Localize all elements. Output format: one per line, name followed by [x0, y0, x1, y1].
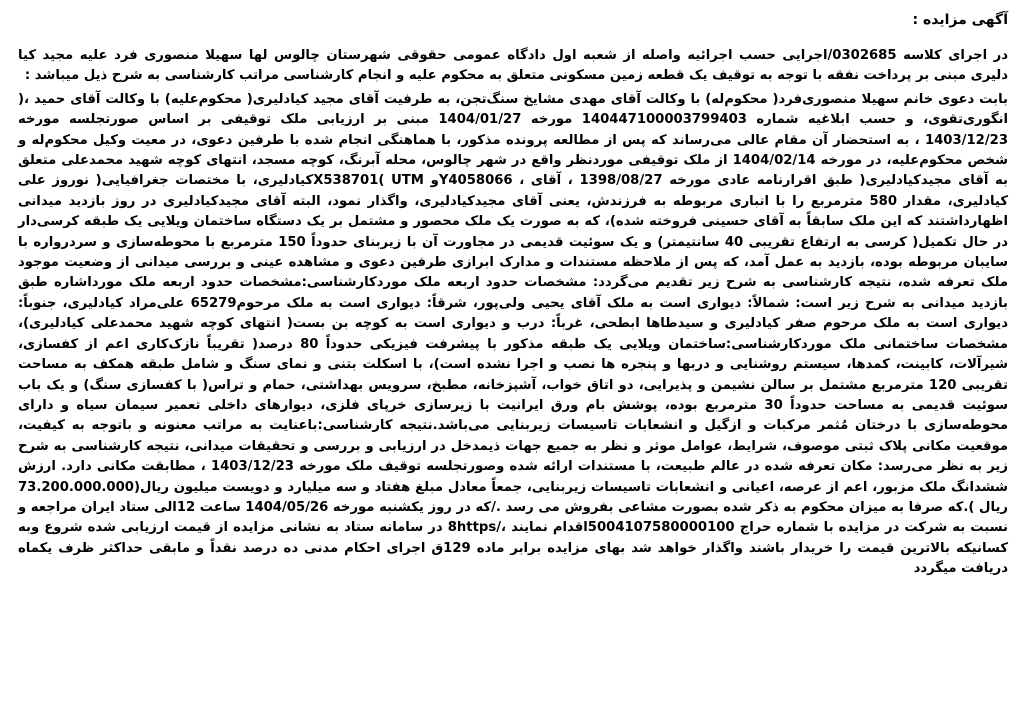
notice-body-paragraph: بابت دعوی خانم سهیلا منصوری‌فرد( محکوم‌له) با وکالت آقای مهدی مشایخ سنگ‌تجن، به طرفیت آقای مجید کیادلیری( محکوم‌علیه) با وکالت آقای حمید ،( انگوری‌تقوی، و حسب ابلاغیه شماره 140447100003799403 مورخه 1404/01/27 مبنی بر ارزیابی ملک توقیفی بر اساس صورتجلسه مورخه 1403/12/23 ، به استحضار آن مقام عالی می‌رساند که پس از مطالعه پرونده مذکور، با هماهنگی انجام شده با طرفین دعوی، در معیت وکیل محکوم‌له و شخص محکوم‌علیه، در مورخه 1404/02/14 از ملک توقیفی موردنظر واقع در شهر چالوس، محله آبرنگ، کوچه مسجد، انتهای کوچه شهید محمدعلی متعلق به آقای مجیدکیادلیری( طبق اقرارنامه عادی مورخه 1398/08/27 ، آقای ، Y4058066و X538701( UTMکیادلیری، با مختصات جغرافیایی( نوروز علی کیادلیری، مقدار 580 مترمربع را با انباری مربوطه به فرزندش، یعنی آقای مجیدکیادلیری، واگذار نمود، البته آقای مجیدکیادلیری در روز بازدید میدانی اظهارداشتند که این ملک سابقاً به آقای حسینی فروخته شده)، که به صورت یک ملک محصور و مشتمل بر یک دستگاه ساختمان ویلایی یک طبقه کرسی‌دار در حال تکمیل( کرسی به ارتفاع تقریبی 40 سانتیمتر) و یک سوئیت قدیمی در مجاورت آن با زیربنای حدوداً 150 مترمربع با محوطه‌سازی و سردرواره با سایبان مربوطه بوده، بازدید به عمل آمد، که پس از ملاحظه مستندات و مدارک ابرازی طرفین دعوی و مشاهده عینی و بررسی میدانی از وضعیت موجود ملک تعرفه شده، نتیجه کارشناسی به شرح زیر تقدیم می‌گردد: مشخصات حدود اربعه ملک موردکارشناسی:مشخصات حدود اربعه ملک مورداشاره طبق بازدید میدانی به شرح زیر است: شمالاً: دیواری است به ملک آقای یحیی ولی‌پور، شرقاً: دیواری است به ملک مرحوم65279 علی‌مراد کیادلیری، جنوباً: دیواری است به ملک مرحوم صفر کیادلیری و سیدطاها ابطحی، غرباً: درب و دیواری است به کوچه بن بست( انتهای کوچه شهید محمدعلی کیادلیری)، مشخصات ساختمانی ملک موردکارشناسی:ساختمان ویلایی یک طبقه مذکور با پیشرفت فیزیکی حدوداً 80 درصد( تقریباً نازک‌کاری اعم از کفسازی، شیرآلات، کابینت، کمدها، سیستم روشنایی و دربها و پنجره ها نصب و اجرا نشده است)، با اسکلت بتنی و نمای سنگ و شامل طبقه همکف به مساحت تقریبی 120 مترمربع مشتمل بر سالن نشیمن و پذیرایی، دو اتاق خواب، آشپزخانه، مطبخ، سرویس بهداشتی، حمام و تراس( با کفسازی سنگ) و یک باب سوئیت قدیمی به مساحت حدوداً 30 مترمربع بوده، پوشش بام ورق ایرانیت با زیرسازی خرپای فلزی، دیوارهای داخلی تعمیر سیمان سیاه و دارای محوطه‌سازی با درختان مُثمر مرکبات و ازگیل و انشعابات تاسیسات زیربنایی می‌باشد.نتیجه کارشناسی:باعنایت به مراتب معنونه و باتوجه به کیفیت، موقعیت مکانی پلاک ثبتی موصوف، شرایط، عوامل موثر و نظر به جمیع جهات ذیمدخل در ارزیابی و بررسی و تحقیقات میدانی، نتیجه کارشناسی به شرح زیر به نظر می‌رسد: مکان تعرفه شده در عالم طبیعت، با مستندات ارائه شده وصورتجلسه توقیف ملک مورخه 1403/12/23 ، مطابقت مکانی دارد. ارزش ششدانگ ملک مزبور، اعم از عرصه، اعیانی و انشعابات تاسیسات زیربنایی، جمعاً معادل مبلغ هفتاد و سه میلیارد و دویست میلیون ریال(73.200.000.000 ریال ).که صرفا به میزان محکوم به ذکر شده بصورت مشاعی بفروش می رسد ./که در روز یکشنبه مورخه 1404/05/26 ساعت 12الی ستاد ایران مراجعه و نسبت به شرکت در مزایده با شماره حراج 5004107580000100اقدام نمایند ،/8https در سامانه ستاد به نشانی مزایده از قیمت ارزیابی شده شروع وبه کسانیکه بالاترین قیمت را خریدار باشند واگذار خواهد شد بهای مزایده برابر ماده 129ق اجرای احکام مدنی ده درصد نقداً و مابقی حداکثر ظرف یکماه دریافت میگردد [18, 91, 1009, 577]
notice-title: آگهی مزایده : [912, 12, 1008, 28]
notice-intro-paragraph: در اجرای کلاسه 0302685/اجرایی حسب اجرائیه واصله از شعبه اول دادگاه عمومی حقوقی شهرستان چالوس لها سهیلا منصوری فرد علیه مجید کیا دلیری مبنی بر پرداخت نفقه با توجه به توقیف یک قطعه زمین مسکونی متعلق به محکوم علیه و انجام کارشناسی مراتب کارشناسی به شرح ذیل میباشد : [18, 48, 1008, 84]
